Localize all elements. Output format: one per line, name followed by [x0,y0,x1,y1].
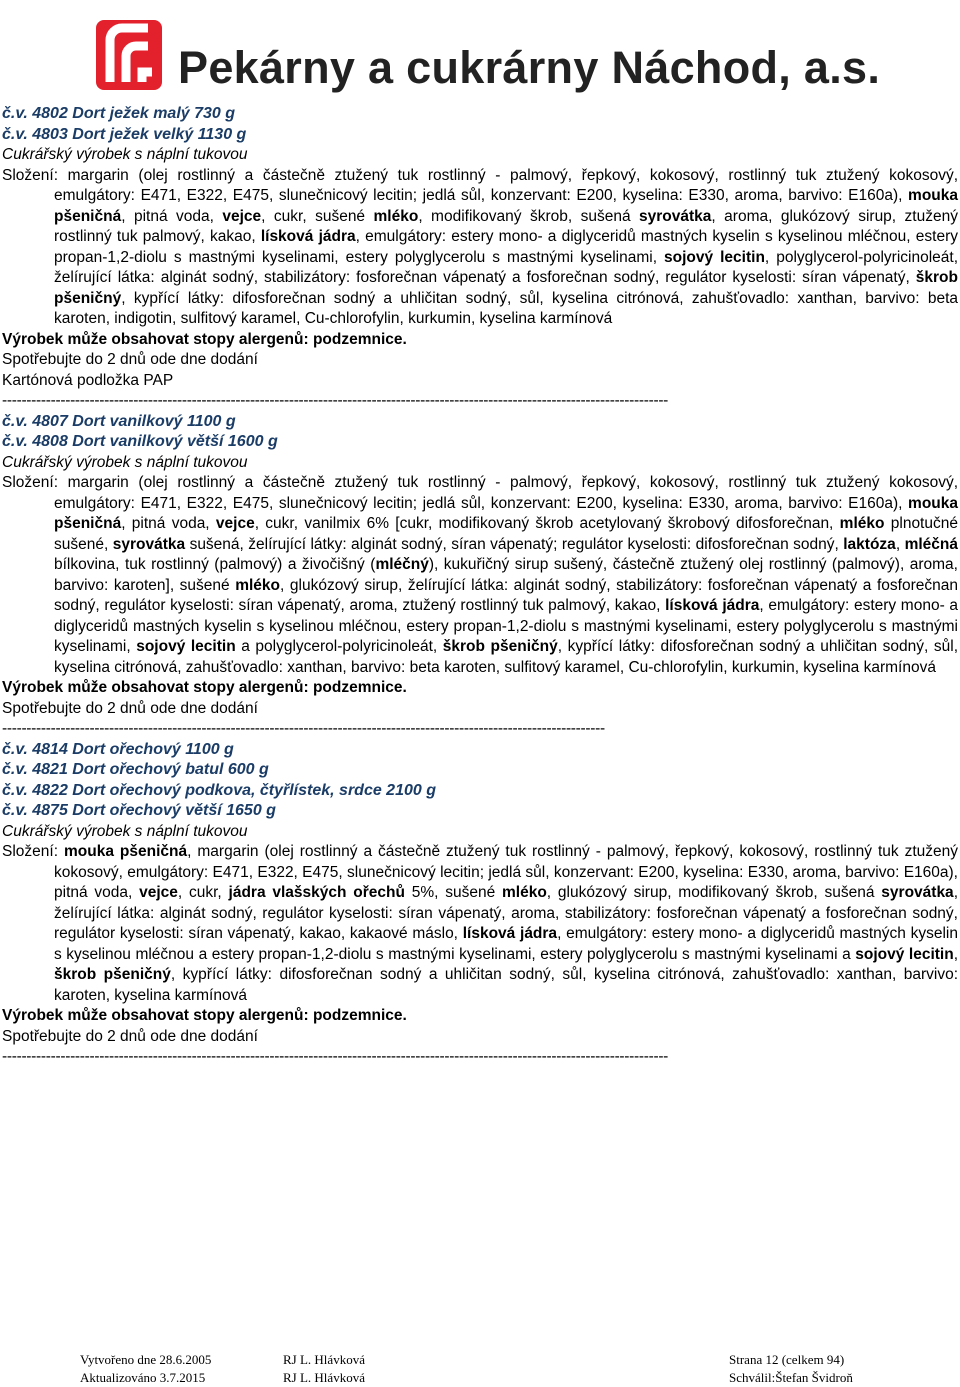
product-title: č.v. 4803 Dort ježek velký 1130 g [2,125,247,143]
ingredient-text: sušená, želírující látky: alginát sodný, síran vápenatý; regulátor kyselosti: difosforečnan sodný, [185,535,844,553]
ingredient-text: , aroma, glukózový sirup, ztužený rostlinný tuk palmový, kakao, [54,207,958,245]
product-title: č.v. 4814 Dort ořechový 1100 g [2,740,234,758]
ingredient-text: plnotučné sušené, [54,515,958,553]
product-category: Cukrářský výrobek s náplní tukovou [2,453,248,471]
company-logo-icon [96,20,162,90]
allergen-ingredient: sojový lecitin [855,945,954,963]
allergen-ingredient: sojový lecitin [664,248,765,266]
ingredient-text: , [953,945,958,963]
allergen-ingredient: syrovátka [639,207,712,225]
allergen-warning: Výrobek může obsahovat stopy alergenů: podzemnice. [2,330,407,348]
ingredient-text: , modifikovaný škrob, sušená [418,207,640,225]
product-title: č.v. 4821 Dort ořechový batul 600 g [2,761,269,778]
ingredient-text: , cukr, sušené [261,207,374,225]
allergen-ingredient: sojový lecitin [136,638,236,655]
ingredient-text: , cukr, [177,884,229,901]
shelf-life-note: Spotřebujte do 2 dnů ode dne dodání [2,351,258,368]
ingredient-text: ), kukuřičný sirup sušený, částečně ztužený olej rostlinný (palmový), aroma, barvivo: karoten], sušené [54,556,958,594]
shelf-life-note: Spotřebujte do 2 dnů ode dne dodání [2,1027,258,1045]
separator-line: ----------------------------------------------------------------------------------------------------------------------------------------- [2,392,669,409]
ingredient-text: , emulgátory: estery mono- a diglyceridů mastných kyselin s kyselinou mléčnou a estery propan-1,2-diolu s mastnými kyselinami, estery polyglycerolu s mastnými kyselinami a [54,925,958,963]
ingredient-text: Složení: margarin (olej rostlinný a částečně ztužený tuk rostlinný - palmový, řepkový, kokosový, rostlinný tuk ztužený kokosový, emulgátory: E471, E322, E475, slunečnicový lecitin; jedlá sůl, konzervant: E200, kyselina: E330, aroma, barvivo: E160a), [2,474,958,512]
author: RJ L. Hlávková [283,1352,365,1367]
ingredient-text: , polyglycerol-polyricinoleát, želírující látka: alginát sodný, stabilizátory: fosforečnan vápenatý a fosforečnan sodný, regulátor kyselosti: síran vápenatý, [54,248,959,286]
product-title: č.v. 4802 Dort ježek malý 730 g [2,105,236,122]
packaging-note: Kartónová podložka PAP [2,371,174,389]
allergen-ingredient: mouka pšeničná [54,494,958,532]
allergen-ingredient: laktóza [843,535,896,553]
company-name: Pekárny a cukrárny Náchod, a.s. [178,42,881,93]
allergen-warning: Výrobek může obsahovat stopy alergenů: podzemnice. [2,679,407,696]
ingredient-text: a polyglycerol-polyricinoleát, [235,638,443,655]
product-category: Cukrářský výrobek s náplní tukovou [2,146,248,163]
allergen-ingredient: mléčný [375,556,429,573]
allergen-ingredient: škrob pšeničný [54,269,958,307]
product-title: č.v. 4822 Dort ořechový podkova, čtyřlístek, srdce 2100 g [2,781,436,799]
allergen-ingredient: lísková jádra [462,925,558,942]
shelf-life-note: Spotřebujte do 2 dnů ode dne dodání [2,699,258,717]
ingredient-text: , pitná voda, [121,515,216,532]
ingredient-text: , pitná voda, [121,207,223,225]
separator-line: ---------------------------------------------------------------------------------------------------------------------------- [2,720,605,737]
allergen-ingredient: škrob pšeničný [442,638,558,655]
ingredient-text: , [895,535,905,553]
allergen-ingredient: škrob pšeničný [54,966,171,983]
ingredient-text: , kypřící látky: difosforečnan sodný a uhličitan sodný, sůl, kyselina citrónová, zahušťovadlo: xanthan, barvivo: beta karoten, indigotin, sulfitový karamel, Cu-chlorofylin, kurkumin, kyselina karmínová [54,289,958,327]
ingredient-text: , emulgátory: estery mono- a diglyceridů mastných kyselin s kyselinou mléčnou, estery propan-1,2-diolu s mastnými kyselinami, estery polyglycerolu s mastnými kyselinami, [54,228,958,266]
ingredient-text: 5%, sušené [404,884,502,901]
allergen-ingredient: mouka pšeničná [63,843,188,860]
ingredient-text: bílkovina, tuk rostlinný (palmový) a živočišný ( [54,556,376,573]
product-category: Cukrářský výrobek s náplní tukovou [2,822,248,840]
ingredient-text: Složení: margarin (olej rostlinný a částečně ztužený tuk rostlinný - palmový, řepkový, kokosový, rostlinný tuk ztužený kokosový, emulgátory: E471, E322, E475, slunečnicový lecitin; jedlá sůl, konzervant: E200, kyselina: E330, aroma, barvivo: E160a), [2,166,958,204]
ingredient-text: , margarin (olej rostlinný a částečně ztužený tuk rostlinný - palmový, řepkový, kokosový, rostlinný tuk ztužený kokosový, emulgátory: E471, E322, E475, slunečnicový lecitin; jedlá sůl, konzervant: E200, kyselina: E330, aroma, barvivo: E160a), pitná voda, [54,843,959,901]
allergen-ingredient: mléko [373,207,419,225]
author: RJ L. Hlávková [283,1370,365,1385]
allergen-ingredient: mléko [501,884,547,901]
separator-line: ----------------------------------------------------------------------------------------------------------------------------------------- [2,1048,669,1065]
allergen-ingredient: syrovátka [112,535,186,553]
allergen-ingredient: lísková jádra [260,228,356,245]
ingredient-text: , emulgátory: estery mono- a diglyceridů mastných kyselin s kyselinou mléčnou, estery propan-1,2-diolu s mastnými kyselinami, estery polyglycerolu s mastnými kyselinami, [54,597,959,655]
product-block-ořechový [2,740,958,1068]
letterhead [96,18,916,98]
allergen-ingredient: lísková jádra [665,597,760,614]
ingredient-text: , želírující látka: alginát sodný, regulátor kyselosti: síran vápenatý, aroma, stabilizátory: fosforečnan vápenatý a fosforečnan sodný, regulátor kyselosti: síran vápenatý, kakao, kakaové máslo, [54,884,958,942]
composition-text [2,842,958,1006]
page-number: Strana 12 (celkem 94) [729,1352,845,1367]
product-block-vanilkový [2,412,958,740]
allergen-ingredient: mouka pšeničná [54,187,958,225]
product-title: č.v. 4875 Dort ořechový větší 1650 g [2,802,276,819]
allergen-warning: Výrobek může obsahovat stopy alergenů: podzemnice. [2,1007,407,1024]
allergen-ingredient: jádra vlašských ořechů [228,884,405,901]
allergen-ingredient: vejce [222,207,262,225]
allergen-ingredient: syrovátka [881,884,954,901]
allergen-ingredient: vejce [215,515,255,532]
document-body [2,104,958,1068]
ingredient-text: , kypřící látky: difosforečnan sodný a uhličitan sodný, sůl, kyselina citrónová, zahušťovadlo: xanthan, barvivo: beta karoten, sulfitový karamel, Cu-chlorofylin, kurkumin, kyselina karmínová [54,638,958,676]
product-title: č.v. 4807 Dort vanilkový 1100 g [2,412,236,430]
allergen-ingredient: mléčná [904,535,958,553]
ingredient-text: , kypřící látky: difosforečnan sodný a uhličitan sodný, sůl, kyselina citrónová, zahušťovadlo: xanthan, barvivo: karoten, kyselina karmínová [54,966,958,1004]
approved-by: Schválil:Štefan Švidroň [729,1370,853,1385]
product-block-ježek [2,104,958,412]
composition-text [2,166,958,330]
allergen-ingredient: mléko [235,576,281,594]
ingredient-text: Složení: [2,843,64,860]
product-title: č.v. 4808 Dort vanilkový větší 1600 g [2,433,278,450]
allergen-ingredient: vejce [139,884,178,901]
created-date: Vytvořeno dne 28.6.2005 [80,1352,212,1367]
ingredient-text: , glukózový sirup, modifikovaný škrob, sušená [546,884,882,901]
ingredient-text: , cukr, vanilmix 6% [cukr, modifikovaný škrob acetylovaný škrobový difosforečnan, [254,515,840,532]
ingredient-text: , glukózový sirup, želírující látka: alginát sodný, stabilizátory: fosforečnan vápenatý a fosforečnan sodný, regulátor kyselosti: síran vápenatý, aroma, ztužený rostlinný tuk palmový, kakao, [54,576,958,614]
updated-date: Aktualizováno 3.7.2015 [80,1370,206,1385]
allergen-ingredient: mléko [839,515,885,532]
composition-text [2,473,958,678]
